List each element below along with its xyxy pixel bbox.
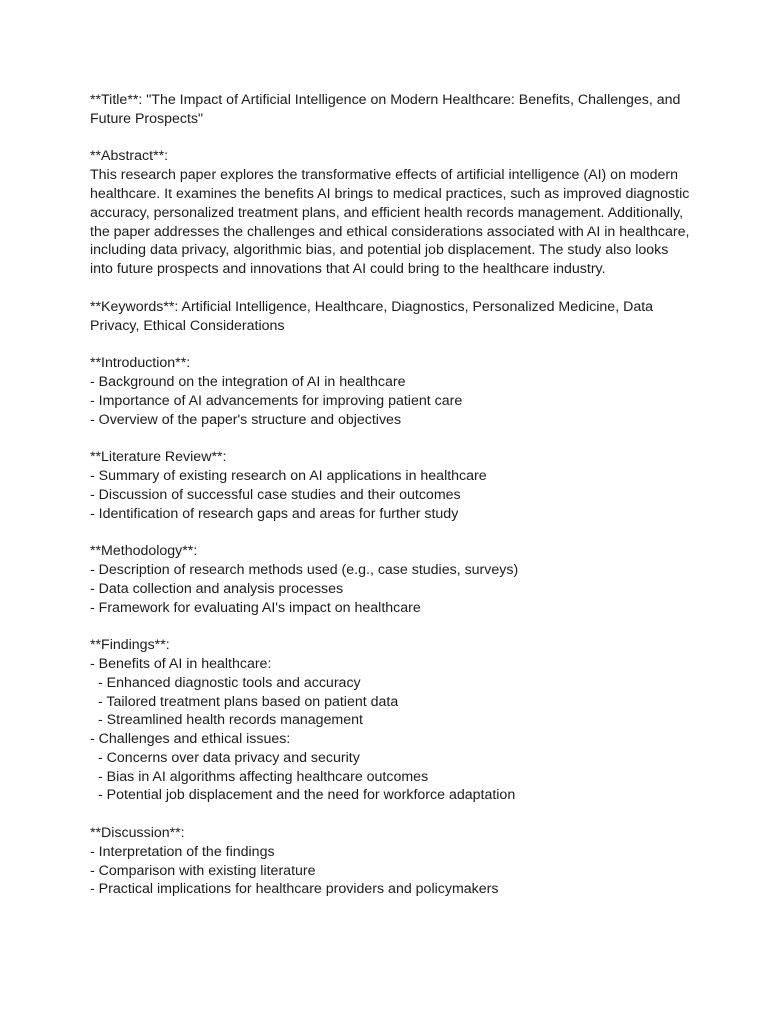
abstract-section [90, 147, 690, 279]
methodology-heading: **Methodology**: [90, 543, 198, 560]
list-item: - Bias in AI algorithms affecting healthcare outcomes [98, 768, 429, 785]
methodology-section [90, 542, 690, 617]
title-line: **Title**: "The Impact of Artificial Intelligence on Modern Healthcare: Benefits, Challenges, and [90, 92, 681, 108]
keywords-line: **Keywords**: Artificial Intelligence, Healthcare, Diagnostics, Personalized Medicine, Data [90, 298, 654, 315]
list-item: - Framework for evaluating AI's impact on healthcare [90, 599, 421, 616]
abstract-line: accuracy, personalized treatment plans, and efficient health records management. Additionally, [90, 204, 684, 221]
list-item: - Comparison with existing literature [90, 862, 316, 879]
literature-review-section [90, 448, 690, 523]
list-item: - Background on the integration of AI in healthcare [90, 373, 406, 390]
discussion-heading: **Discussion**: [90, 825, 185, 842]
list-item: - Tailored treatment plans based on patient data [98, 693, 399, 710]
list-item: - Enhanced diagnostic tools and accuracy [98, 674, 361, 691]
list-item: - Identification of research gaps and areas for further study [90, 505, 459, 522]
findings-benefits-heading: - Benefits of AI in healthcare: [90, 655, 272, 672]
findings-challenges-heading: - Challenges and ethical issues: [90, 731, 291, 748]
list-item: - Importance of AI advancements for improving patient care [90, 392, 463, 409]
list-item: - Overview of the paper's structure and objectives [90, 411, 402, 428]
title-section [90, 91, 690, 129]
list-item: - Potential job displacement and the need for workforce adaptation [98, 787, 516, 804]
abstract-line: into future prospects and innovations that AI could bring to the healthcare industry. [90, 261, 606, 278]
keywords-line: Privacy, Ethical Considerations [90, 317, 285, 334]
list-item: - Discussion of successful case studies and their outcomes [90, 486, 461, 503]
introduction-heading: **Introduction**: [90, 355, 191, 372]
introduction-section [90, 354, 690, 429]
title-line: Future Prospects" [90, 110, 204, 127]
list-item: - Concerns over data privacy and security [98, 749, 360, 766]
list-item: - Interpretation of the findings [90, 843, 275, 860]
abstract-heading: **Abstract**: [90, 148, 169, 165]
list-item: - Streamlined health records management [98, 712, 363, 729]
list-item: - Description of research methods used (e.g., case studies, surveys) [90, 561, 519, 578]
keywords-section [90, 298, 690, 336]
list-item: - Data collection and analysis processes [90, 580, 344, 597]
literature-review-heading: **Literature Review**: [90, 449, 227, 466]
findings-section [90, 636, 690, 805]
list-item: - Practical implications for healthcare providers and policymakers [90, 881, 499, 898]
document-body [90, 91, 690, 918]
discussion-section [90, 824, 690, 899]
abstract-line: the paper addresses the challenges and ethical considerations associated with AI in healthcare, [90, 223, 690, 240]
abstract-line: including data privacy, algorithmic bias, and potential job displacement. The study also looks [90, 242, 669, 259]
abstract-line: This research paper explores the transformative effects of artificial intelligence (AI) on modern [90, 167, 679, 184]
abstract-line: healthcare. It examines the benefits AI brings to medical practices, such as improved diagnostic [90, 185, 690, 202]
findings-heading: **Findings**: [90, 637, 170, 654]
list-item: - Summary of existing research on AI applications in healthcare [90, 467, 487, 484]
